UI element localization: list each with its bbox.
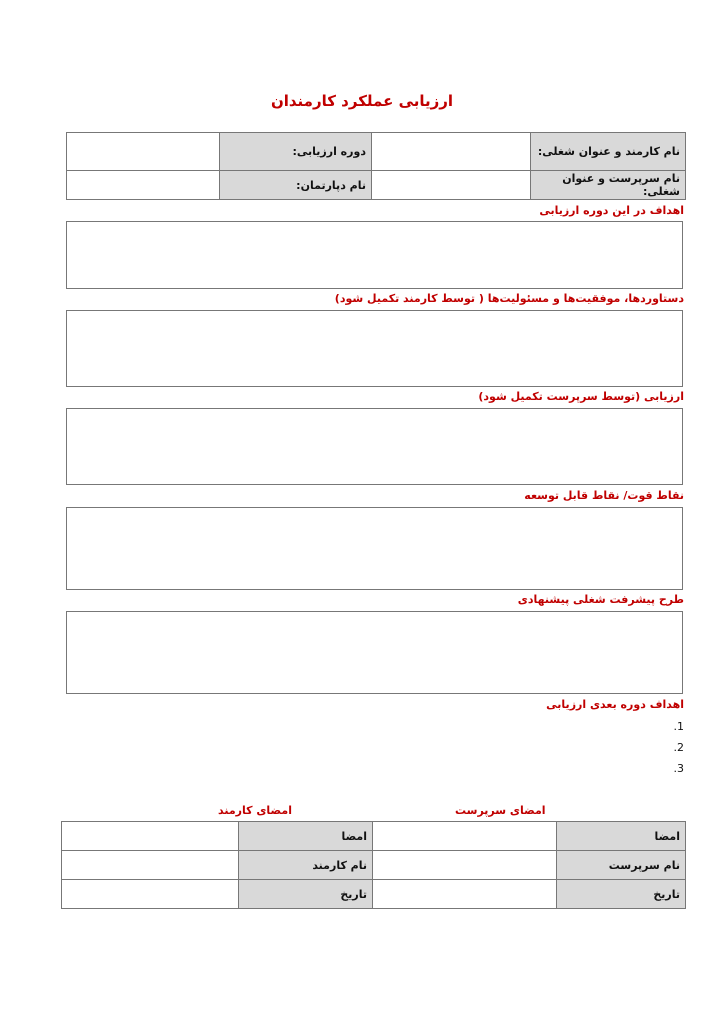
- signature-table: [61, 821, 686, 909]
- info-table: [66, 132, 686, 200]
- supervisor-name-sig-label: نام سرپرست: [557, 851, 686, 880]
- supervisor-name-sig-field[interactable]: [373, 851, 557, 880]
- employee-date-label: تاریخ: [239, 880, 373, 909]
- employee-name-sig-label: نام کارمند: [239, 851, 373, 880]
- supervisor-date-label: تاریخ: [557, 880, 686, 909]
- period-label: دوره ارزیابی:: [220, 133, 372, 171]
- supervisor-sign-label: امضا: [557, 822, 686, 851]
- achievements-box[interactable]: [66, 310, 683, 387]
- department-field[interactable]: [67, 171, 220, 200]
- achievements-label: دستاوردها، موفقیت‌ها و مسئولیت‌ها ( توسط کارمند تکمیل شود): [334, 292, 684, 305]
- evaluation-label: ارزیابی (توسط سرپرست تکمیل شود): [478, 390, 684, 403]
- career-plan-box[interactable]: [66, 611, 683, 694]
- page-title: ارزیابی عملکرد کارمندان: [270, 92, 454, 110]
- employee-name-sig-field[interactable]: [62, 851, 239, 880]
- employee-date-field[interactable]: [62, 880, 239, 909]
- employee-sign-label: امضا: [239, 822, 373, 851]
- period-field[interactable]: [67, 133, 220, 171]
- employee-name-field[interactable]: [372, 133, 531, 171]
- employee-name-label: نام کارمند و عنوان شغلی:: [531, 133, 686, 171]
- supervisor-signature-heading: امضای سرپرست: [455, 804, 546, 817]
- goals-box[interactable]: [66, 221, 683, 289]
- next-goal-item-1[interactable]: 1.: [673, 720, 684, 733]
- supervisor-name-field[interactable]: [372, 171, 531, 200]
- next-goals-label: اهداف دوره بعدی ارزیابی: [546, 698, 684, 711]
- strengths-label: نقاط قوت/ نقاط قابل توسعه: [524, 489, 684, 502]
- goals-label: اهداف در این دوره ارزیابی: [539, 204, 684, 217]
- next-goal-item-3[interactable]: 3.: [673, 762, 684, 775]
- supervisor-sign-field[interactable]: [373, 822, 557, 851]
- strengths-box[interactable]: [66, 507, 683, 590]
- department-label: نام دپارتمان:: [220, 171, 372, 200]
- supervisor-name-label: نام سرپرست و عنوان شغلی:: [531, 171, 686, 200]
- evaluation-box[interactable]: [66, 408, 683, 485]
- supervisor-date-field[interactable]: [373, 880, 557, 909]
- employee-sign-field[interactable]: [62, 822, 239, 851]
- next-goal-item-2[interactable]: 2.: [673, 741, 684, 754]
- career-plan-label: طرح پیشرفت شغلی پیشنهادی: [517, 593, 684, 606]
- employee-signature-heading: امضای کارمند: [218, 804, 292, 817]
